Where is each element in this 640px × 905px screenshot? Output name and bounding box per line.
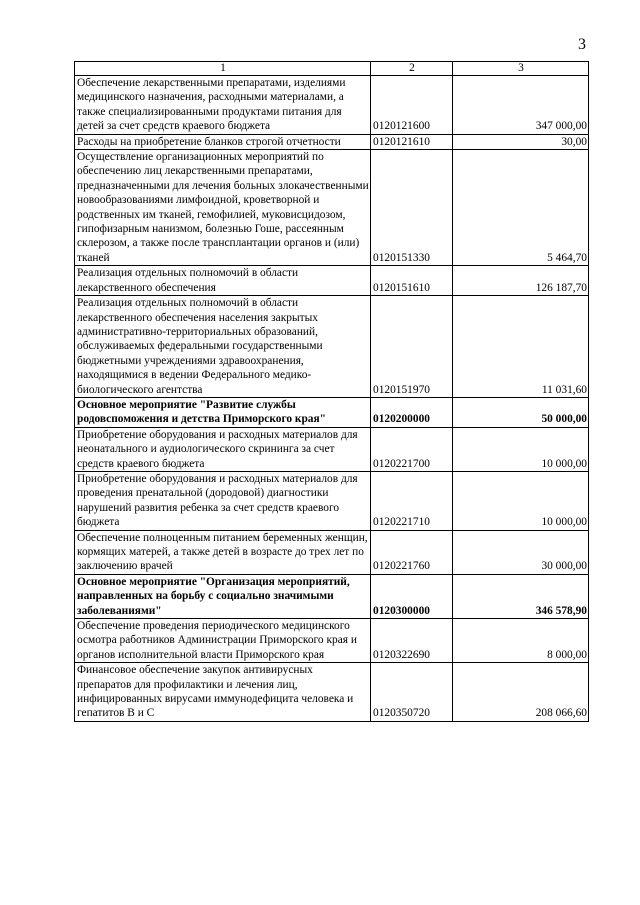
table-row (75, 574, 589, 618)
cell-name: Приобретение оборудования и расходных материалов для неонатального и аудиологического скрининга за счет средств краевого бюджета (75, 427, 371, 471)
cell-name: Обеспечение полноценным питанием беременных женщин, кормящих матерей, а также детей в возрасте до трех лет по заключению врачей (75, 530, 371, 574)
cell-code: 0120221710 (371, 471, 453, 530)
cell-code: 0120221760 (371, 530, 453, 574)
column-header-code: 2 (371, 62, 453, 76)
cell-sum: 10 000,00 (453, 427, 589, 471)
cell-code: 0120121610 (371, 134, 453, 149)
table-row (75, 619, 589, 663)
cell-name: Реализация отдельных полномочий в области лекарственного обеспечения (75, 266, 371, 296)
column-header-name: 1 (75, 62, 371, 76)
cell-name: Финансовое обеспечение закупок антивирусных препаратов для профилактики и лечения лиц, инфицированных вирусами иммунодефицита человека и гепатитов В и С (75, 663, 371, 722)
column-header-sum: 3 (453, 62, 589, 76)
cell-name: Основное мероприятие "Развитие службы родовспоможения и детства Приморского края" (75, 397, 371, 427)
cell-sum: 30,00 (453, 134, 589, 149)
table-row (75, 530, 589, 574)
table-row (75, 134, 589, 149)
cell-sum: 30 000,00 (453, 530, 589, 574)
cell-sum: 10 000,00 (453, 471, 589, 530)
cell-sum: 50 000,00 (453, 397, 589, 427)
cell-name: Обеспечение проведения периодического медицинского осмотра работников Администрации Приморского края и органов исполнительной власти Приморского края (75, 619, 371, 663)
cell-code: 0120350720 (371, 663, 453, 722)
cell-code: 0120151330 (371, 150, 453, 266)
cell-code: 0120221700 (371, 427, 453, 471)
table-row (75, 150, 589, 266)
cell-sum: 126 187,70 (453, 266, 589, 296)
table-header-row (75, 62, 589, 76)
table-row (75, 471, 589, 530)
cell-name: Реализация отдельных полномочий в области лекарственного обеспечения населения закрытых административно-территориальных образований, обслуживаемых федеральными государственными бюджетными учреждениями здравоохранения, находящимися в ведении Федерального медико-биологического агентства (75, 296, 371, 398)
cell-sum: 8 000,00 (453, 619, 589, 663)
cell-code: 0120322690 (371, 619, 453, 663)
cell-code: 0120151610 (371, 266, 453, 296)
table-row (75, 397, 589, 427)
table-row (75, 76, 589, 135)
cell-code: 0120151970 (371, 296, 453, 398)
cell-sum: 347 000,00 (453, 76, 589, 135)
cell-name: Расходы на приобретение бланков строгой отчетности (75, 134, 371, 149)
budget-table (74, 61, 589, 722)
table-row (75, 296, 589, 398)
cell-name: Основное мероприятие "Организация мероприятий, направленных на борьбу с социально значимыми заболеваниями" (75, 574, 371, 618)
cell-sum: 5 464,70 (453, 150, 589, 266)
cell-sum: 11 031,60 (453, 296, 589, 398)
cell-sum: 346 578,90 (453, 574, 589, 618)
cell-code: 0120300000 (371, 574, 453, 618)
cell-sum: 208 066,60 (453, 663, 589, 722)
table-row (75, 266, 589, 296)
cell-code: 0120200000 (371, 397, 453, 427)
cell-name: Осуществление организационных мероприятий по обеспечению лиц лекарственными препаратами, предназначенными для лечения больных злокачественными новообразованиями лимфоидной, кроветворной и родственных им тканей, гемофилией, муковисцидозом, гипофизарным нанизмом, болезнью Гоше, рассеянным склерозом, а также после трансплантации органов и (или) тканей (75, 150, 371, 266)
page-number: 3 (578, 36, 586, 53)
cell-code: 0120121600 (371, 76, 453, 135)
table-row (75, 663, 589, 722)
cell-name: Обеспечение лекарственными препаратами, изделиями медицинского назначения, расходными материалами, а также специализированными продуктами питания для детей за счет средств краевого бюджета (75, 76, 371, 135)
cell-name: Приобретение оборудования и расходных материалов для проведения пренатальной (дородовой) диагностики нарушений развития ребенка за счет средств краевого бюджета (75, 471, 371, 530)
table-row (75, 427, 589, 471)
